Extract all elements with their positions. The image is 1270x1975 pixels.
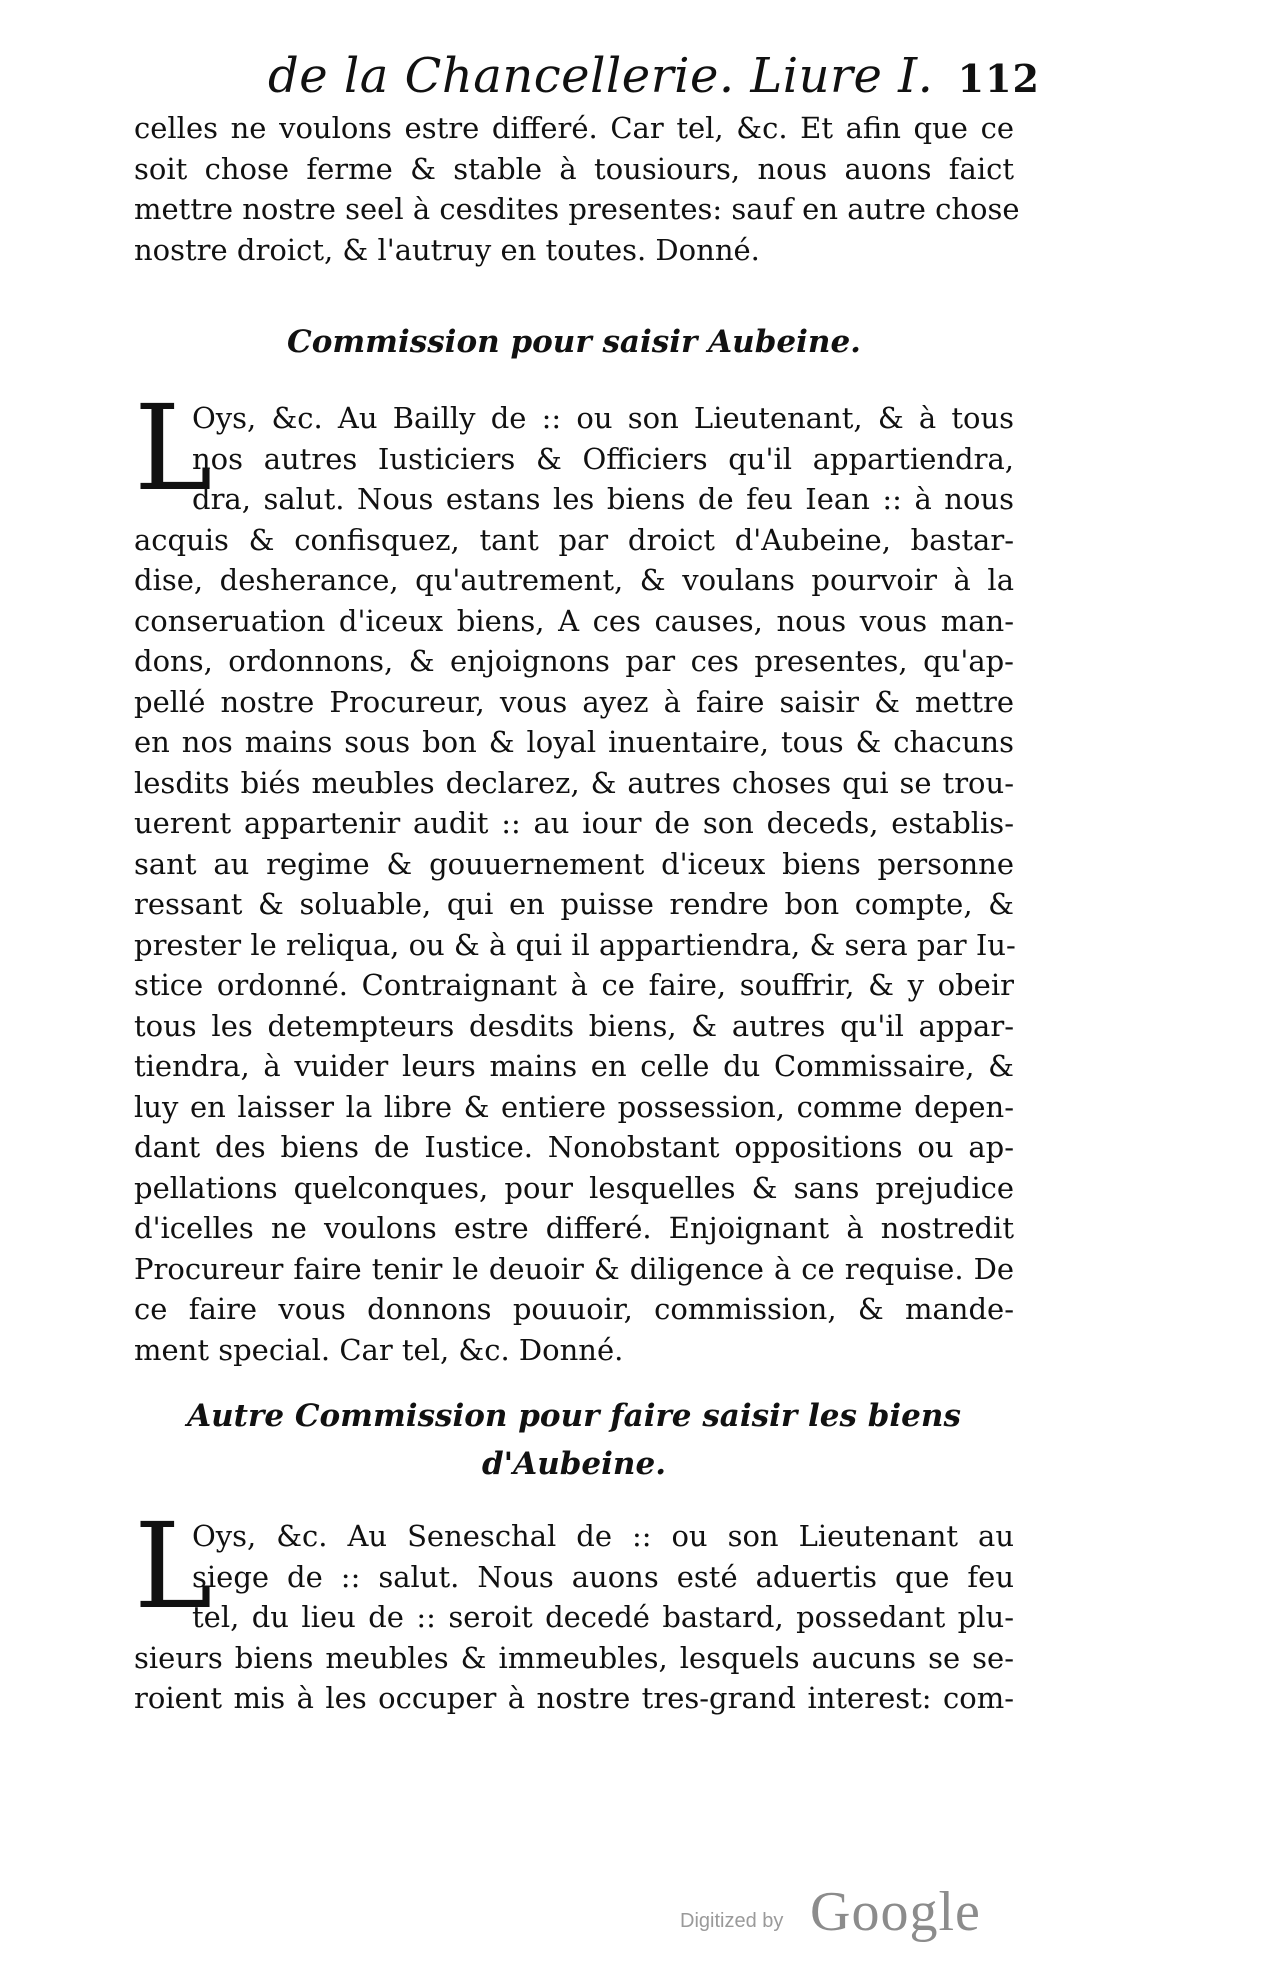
text-line: pellations quelconques, pour lesquelles & sans prejudice bbox=[134, 1170, 1014, 1205]
text-line: soit chose ferme & stable à tousiours, nous auons faict bbox=[134, 151, 1014, 186]
text-line: uerent appartenir audit :: au iour de son deceds, establis- bbox=[134, 806, 1014, 840]
text-line: Oys, &c. Au Bailly de :: ou son Lieutenant, & à tous bbox=[192, 401, 1014, 435]
text-line: lesdits biés meubles declarez, & autres choses qui se trou- bbox=[134, 765, 1014, 800]
text-line: nos autres Iusticiers & Officiers qu'il appartiendra, bbox=[192, 441, 1014, 476]
text-line: Procureur faire tenir le deuoir & diligence à ce requise. De bbox=[134, 1251, 1014, 1286]
text-line: prester le reliqua, ou & à qui il appartiendra, & sera par Iu- bbox=[134, 927, 1016, 962]
text-line: Oys, &c. Au Seneschal de :: ou son Lieutenant au bbox=[192, 1519, 1014, 1553]
text-line: dons, ordonnons, & enjoignons par ces presentes, qu'ap- bbox=[134, 644, 1014, 678]
section2-paragraph bbox=[134, 1497, 1014, 1719]
text-line: conseruation d'iceux biens, A ces causes, nous vous man- bbox=[134, 603, 1014, 638]
text-line: ce faire vous donnons pouuoir, commission, & mande- bbox=[134, 1292, 1014, 1326]
intro-paragraph bbox=[134, 108, 1020, 270]
text-line: roient mis à les occuper à nostre tres-grand interest: com- bbox=[134, 1681, 1014, 1715]
google-logo: Google bbox=[810, 1881, 981, 1943]
text-line: sieurs biens meubles & immeubles, lesquels aucuns se se- bbox=[134, 1640, 1014, 1675]
drop-cap: L bbox=[134, 379, 213, 517]
digitization-watermark bbox=[680, 1880, 1020, 1943]
text-line: luy en laisser la libre & entiere possession, comme depen- bbox=[134, 1089, 1014, 1124]
page-number: 112 bbox=[957, 56, 1040, 101]
text-line: tiendra, à vuider leurs mains en celle du Commissaire, & bbox=[134, 1049, 1014, 1083]
text-line: ressant & soluable, qui en puisse rendre bon compte, & bbox=[134, 887, 1014, 921]
text-line: ment special. Car tel, &c. Donné. bbox=[134, 1332, 624, 1367]
section-heading: Autre Commission pour faire saisir les biens bbox=[187, 1398, 961, 1434]
text-line: dra, salut. Nous estans les biens de feu Iean :: à nous bbox=[192, 482, 1014, 516]
text-line: acquis & confisquez, tant par droict d'Aubeine, bastar- bbox=[134, 522, 1014, 557]
running-title: de la Chancellerie. Liure I. bbox=[268, 48, 934, 104]
watermark-prefix: Digitized by bbox=[680, 1910, 784, 1932]
section-heading-continued: d'Aubeine. bbox=[482, 1446, 666, 1482]
text-line: stice ordonné. Contraignant à ce faire, souffrir, & y obeir bbox=[134, 968, 1014, 1002]
text-line: tel, du lieu de :: seroit decedé bastard, possedant plu- bbox=[192, 1600, 1014, 1634]
drop-cap: L bbox=[134, 1497, 213, 1635]
text-line: celles ne voulons estre differé. Car tel, &c. Et afin que ce bbox=[134, 111, 1014, 145]
text-line: tous les detempteurs desdits biens, & autres qu'il appar- bbox=[134, 1008, 1014, 1043]
text-line: pellé nostre Procureur, vous ayez à faire saisir & mettre bbox=[134, 684, 1014, 719]
text-line: en nos mains sous bon & loyal inuentaire, tous & chacuns bbox=[134, 725, 1014, 759]
text-line: siege de :: salut. Nous auons esté aduertis que feu bbox=[192, 1559, 1014, 1594]
section-heading: Commission pour saisir Aubeine. bbox=[287, 324, 861, 360]
text-line: dant des biens de Iustice. Nonobstant oppositions ou ap- bbox=[134, 1130, 1014, 1164]
text-line: mettre nostre seel à cesdites presentes: sauf en autre chose bbox=[134, 192, 1020, 226]
text-line: sant au regime & gouuernement d'iceux biens personne bbox=[134, 846, 1014, 881]
text-line: dise, desherance, qu'autrement, & voulans pourvoir à la bbox=[134, 563, 1014, 597]
text-line: d'icelles ne voulons estre differé. Enjoignant à nostredit bbox=[134, 1211, 1014, 1245]
section1-paragraph bbox=[134, 379, 1016, 1370]
text-line: nostre droict, & l'autruy en toutes. Donné. bbox=[134, 232, 760, 267]
